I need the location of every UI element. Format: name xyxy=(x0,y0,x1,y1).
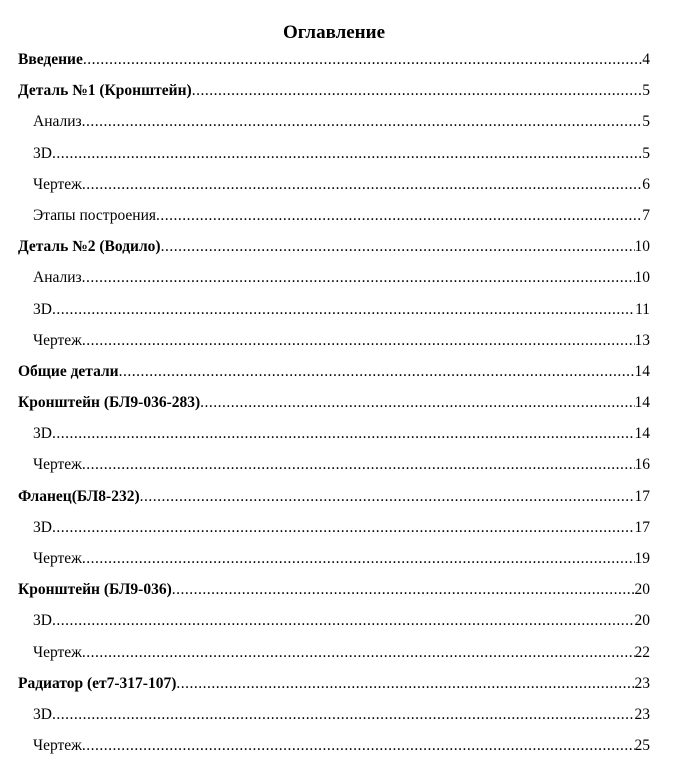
toc-entry-page: 17 xyxy=(634,518,650,536)
toc-entry[interactable] xyxy=(18,517,650,548)
toc-entry-label: Чертеж xyxy=(33,175,82,193)
toc-entry-label: Деталь №1 (Кронштейн) xyxy=(18,82,192,100)
toc-entry-label: Анализ xyxy=(33,113,82,131)
toc-entry-page: 4 xyxy=(642,51,650,68)
toc-entry-label: 3D xyxy=(33,144,52,162)
toc-entry-page: 14 xyxy=(634,362,650,380)
toc-entry[interactable] xyxy=(18,392,650,423)
toc-entry-page: 17 xyxy=(634,487,650,505)
dot-leader xyxy=(52,423,635,445)
toc-entry-label: Чертеж xyxy=(33,550,82,567)
toc-entry-label: Фланец(БЛ8-232) xyxy=(18,487,140,505)
toc-entry-label: Кронштейн (БЛ9-036-283) xyxy=(18,394,201,412)
toc-entry-label: 3D xyxy=(33,300,52,318)
toc-entry-label: Чертеж xyxy=(33,331,82,349)
dot-leader xyxy=(82,330,635,352)
toc-entry-page: 10 xyxy=(634,269,650,287)
toc-entry-page: 7 xyxy=(642,206,650,224)
dot-leader xyxy=(176,673,634,695)
toc-entry-page: 10 xyxy=(634,238,650,256)
dot-leader xyxy=(82,111,643,133)
toc-entry[interactable] xyxy=(18,267,650,298)
toc-entry-page: 20 xyxy=(634,612,650,630)
dot-leader xyxy=(82,454,635,476)
toc-entry-label: 3D xyxy=(33,518,52,536)
toc-entry[interactable] xyxy=(18,299,650,330)
toc-entry-page: 23 xyxy=(634,674,650,692)
dot-leader xyxy=(82,174,642,196)
toc-entry-label: Кронштейн (БЛ9-036) xyxy=(18,581,172,599)
toc-entry-page: 6 xyxy=(642,175,650,193)
toc-entry[interactable] xyxy=(18,610,650,641)
dot-leader xyxy=(161,236,635,258)
toc-entry-page: 5 xyxy=(642,82,650,100)
toc-entry-page: 5 xyxy=(642,144,650,162)
dot-leader xyxy=(200,392,634,414)
toc-entry-page: 16 xyxy=(634,456,650,474)
toc-entry[interactable] xyxy=(18,454,650,485)
toc-entry-label: Чертеж xyxy=(33,737,82,755)
dot-leader xyxy=(82,267,635,289)
dot-leader xyxy=(172,579,635,601)
dot-leader xyxy=(82,642,635,664)
toc-entry-page: 14 xyxy=(634,425,650,443)
toc-entry[interactable] xyxy=(18,80,650,111)
toc-entry[interactable] xyxy=(18,423,650,454)
dot-leader xyxy=(52,299,635,321)
toc-entry-page: 20 xyxy=(634,581,650,599)
toc-entry[interactable] xyxy=(18,143,650,174)
dot-leader xyxy=(140,486,635,508)
toc-entry[interactable] xyxy=(18,174,650,205)
toc-entry-page: 19 xyxy=(634,550,650,567)
toc-entry-label: Введение xyxy=(18,51,83,68)
dot-leader xyxy=(52,143,642,165)
toc-entry-label: Радиатор (ет7-317-107) xyxy=(18,674,177,692)
toc-entry-page: 5 xyxy=(642,113,650,131)
toc-entry[interactable] xyxy=(18,642,650,673)
toc-entry-label: 3D xyxy=(33,705,52,723)
toc-entry-label: Общие детали xyxy=(18,362,119,380)
toc-entry-label: Чертеж xyxy=(33,456,82,474)
toc-entry[interactable] xyxy=(18,548,650,579)
toc-entry[interactable] xyxy=(18,735,650,766)
toc-entry-label: 3D xyxy=(33,612,52,630)
toc-entry[interactable] xyxy=(18,111,650,142)
toc-entry[interactable] xyxy=(18,361,650,392)
dot-leader xyxy=(52,517,635,539)
toc-entry-page: 25 xyxy=(634,737,650,755)
toc-entry[interactable] xyxy=(18,236,650,267)
dot-leader xyxy=(119,361,635,383)
toc-entry[interactable] xyxy=(18,49,650,80)
toc-entry-page: 11 xyxy=(635,300,650,318)
table-of-contents xyxy=(18,49,650,766)
toc-entry[interactable] xyxy=(18,673,650,704)
toc-entry-label: Этапы построения xyxy=(33,206,157,224)
toc-entry-label: 3D xyxy=(33,425,52,443)
toc-entry-page: 13 xyxy=(634,331,650,349)
dot-leader xyxy=(52,610,635,632)
toc-entry[interactable] xyxy=(18,579,650,610)
toc-entry[interactable] xyxy=(18,486,650,517)
dot-leader xyxy=(52,704,635,726)
toc-entry[interactable] xyxy=(18,205,650,236)
dot-leader xyxy=(156,205,642,227)
toc-entry-label: Анализ xyxy=(33,269,82,287)
toc-entry[interactable] xyxy=(18,330,650,361)
dot-leader xyxy=(82,735,635,757)
dot-leader xyxy=(192,80,643,102)
toc-entry-page: 23 xyxy=(634,705,650,723)
toc-entry-page: 14 xyxy=(634,394,650,412)
toc-title: Оглавление xyxy=(282,22,386,43)
dot-leader xyxy=(83,49,642,71)
toc-entry-label: Деталь №2 (Водило) xyxy=(18,238,161,256)
toc-entry[interactable] xyxy=(18,704,650,735)
toc-entry-page: 22 xyxy=(634,643,650,661)
toc-entry-label: Чертеж xyxy=(33,643,82,661)
dot-leader xyxy=(82,548,635,570)
